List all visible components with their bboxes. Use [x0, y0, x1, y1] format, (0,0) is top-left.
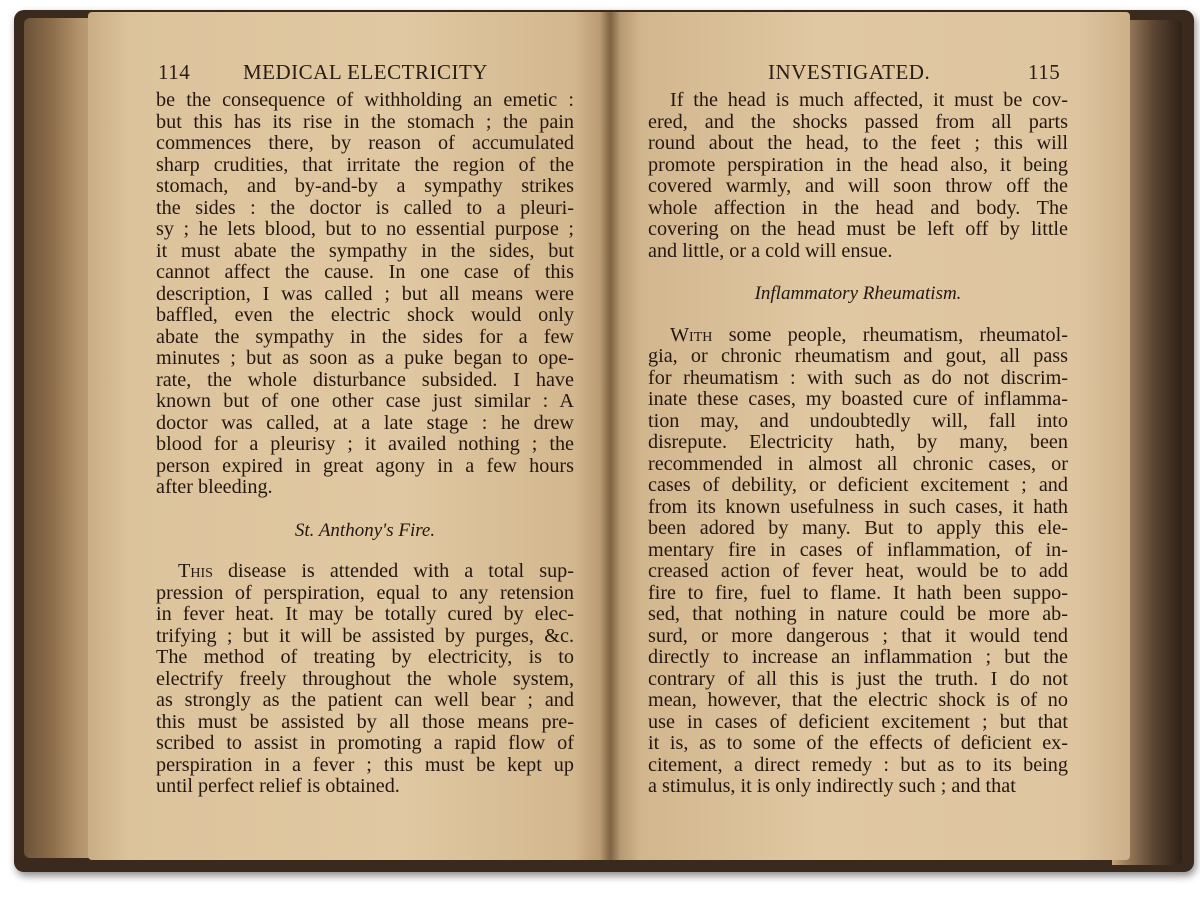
text-line: abate the sympathy in the sides for a few — [156, 325, 574, 348]
right-section-first-word: With — [670, 323, 713, 346]
text-line: in fever heat. It may be totally cured by elec- — [156, 603, 574, 625]
text-line: directly to increase an inflammation ; but the — [648, 646, 1068, 668]
left-section-first-word: This — [178, 560, 213, 582]
text-line: doctor was called, at a late stage : he drew — [156, 411, 574, 434]
left-top-paragraph — [156, 90, 574, 499]
text-line: as strongly as the patient can well bear ; and — [156, 689, 574, 711]
text-line: sed, that nothing in nature could be more ab- — [648, 603, 1068, 625]
text-line: ered, and the shocks passed from all parts — [648, 110, 1068, 133]
text-line: whole affection in the head and body. The — [648, 196, 1068, 219]
text-line: and little, or a cold will ensue. — [648, 239, 893, 262]
text-line: this must be assisted by all those means pre- — [156, 710, 574, 733]
text-line: cannot affect the cause. In one case of this — [156, 261, 574, 283]
text-line: perspiration in a fever ; this must be kept up — [156, 753, 574, 776]
right-section-first-rest: some people, rheumatism, rheumatol- — [712, 323, 1068, 346]
text-line: cases of debility, or deficient excitement ; and — [648, 474, 1068, 496]
text-line: electrify freely throughout the whole system, — [156, 667, 574, 690]
text-line: surd, or more dangerous ; that it would tend — [648, 624, 1068, 647]
text-line: round about the head, to the feet ; this will — [648, 132, 1068, 154]
text-line: If the head is much affected, it must be cov- — [670, 89, 1068, 111]
text-line: stomach, and by-and-by a sympathy strikes — [156, 175, 574, 197]
right-text-column — [648, 90, 1068, 798]
text-line: scribed to assist in promoting a rapid flow of — [156, 732, 574, 754]
left-running-head: MEDICAL ELECTRICITY — [243, 60, 488, 84]
left-section-first-rest: disease is attended with a total sup- — [212, 560, 574, 582]
text-line: person expired in great agony in a few hours — [156, 454, 574, 477]
book-gutter — [600, 12, 620, 860]
text-line: description, I was called ; but all means were — [156, 282, 574, 305]
right-page-number: 115 — [1028, 60, 1061, 84]
right-bottom-paragraph — [648, 346, 1068, 798]
text-line: trifying ; but it will be assisted by purges, &c. — [156, 624, 574, 647]
text-line: recommended in almost all chronic cases, or — [648, 452, 1068, 475]
text-line: for rheumatism : with such as do not discrim- — [648, 366, 1068, 389]
text-line: contrary of all this is just the truth. I do not — [648, 667, 1068, 690]
text-line: tion may, and undoubtedly will, fall into — [648, 409, 1068, 432]
left-bottom-paragraph — [156, 583, 574, 798]
text-line: from its known usefulness in such cases, it hath — [648, 495, 1068, 518]
text-line: until perfect relief is obtained. — [156, 775, 400, 797]
text-line: inate these cases, my boasted cure of inflamma- — [648, 388, 1068, 410]
right-running-head: INVESTIGATED. — [768, 60, 931, 84]
text-line: gia, or chronic rheumatism and gout, all pass — [648, 345, 1068, 367]
text-line: commences there, by reason of accumulated — [156, 132, 574, 154]
text-line: creased action of fever heat, would be to add — [648, 560, 1068, 582]
text-line: mean, however, that the electric shock is of no — [648, 689, 1068, 711]
text-line: fire to fire, fuel to flame. It hath been suppo- — [648, 581, 1068, 604]
right-top-paragraph — [648, 90, 1068, 262]
right-section-first-line — [648, 325, 1068, 347]
text-line: been adored by many. But to apply this ele- — [648, 517, 1068, 539]
text-line: sharp crudities, that irritate the region of the — [156, 153, 574, 176]
text-line: mentary fire in cases of inflammation, of in- — [648, 538, 1068, 561]
left-text-column — [156, 90, 574, 798]
text-line: after bleeding. — [156, 476, 273, 498]
right-section-title: Inflammatory Rheumatism. — [754, 283, 962, 304]
text-line: baffled, even the electric shock would only — [156, 304, 574, 326]
text-line: covering on the head must be left off by little — [648, 218, 1068, 240]
text-line: citement, a direct remedy : but as to its being — [648, 753, 1068, 776]
text-line: it must abate the sympathy in the sides, but — [156, 239, 574, 262]
text-line: known but of one other case just similar : A — [156, 390, 574, 412]
text-line: sy ; he lets blood, but to no essential purpose ; — [156, 218, 574, 240]
text-line: it is, as to some of the effects of deficient ex- — [648, 732, 1068, 754]
text-line: The method of treating by electricity, is to — [156, 646, 574, 668]
left-section-first-line — [156, 561, 574, 583]
left-page — [88, 12, 610, 860]
left-section-title: St. Anthony's Fire. — [294, 519, 436, 541]
text-line: promote perspiration in the head also, it being — [648, 153, 1068, 176]
left-page-number: 114 — [158, 60, 191, 84]
text-line: but this has its rise in the stomach ; the pain — [156, 110, 574, 133]
text-line: pression of perspiration, equal to any retension — [156, 581, 574, 604]
text-line: covered warmly, and will soon throw off the — [648, 175, 1068, 197]
text-line: use in cases of deficient excitement ; but that — [648, 710, 1068, 733]
text-line: be the consequence of withholding an emetic : — [156, 89, 574, 111]
text-line: the sides : the doctor is called to a pleuri- — [156, 196, 574, 219]
right-page — [610, 12, 1130, 860]
text-line: rate, the whole disturbance subsided. I have — [156, 368, 574, 391]
text-line: minutes ; but as soon as a puke began to ope- — [156, 347, 574, 369]
text-line: a stimulus, it is only indirectly such ; and that — [648, 775, 1016, 797]
text-line: disrepute. Electricity hath, by many, been — [648, 431, 1068, 453]
text-line: blood for a pleurisy ; it availed nothing ; the — [156, 433, 574, 455]
